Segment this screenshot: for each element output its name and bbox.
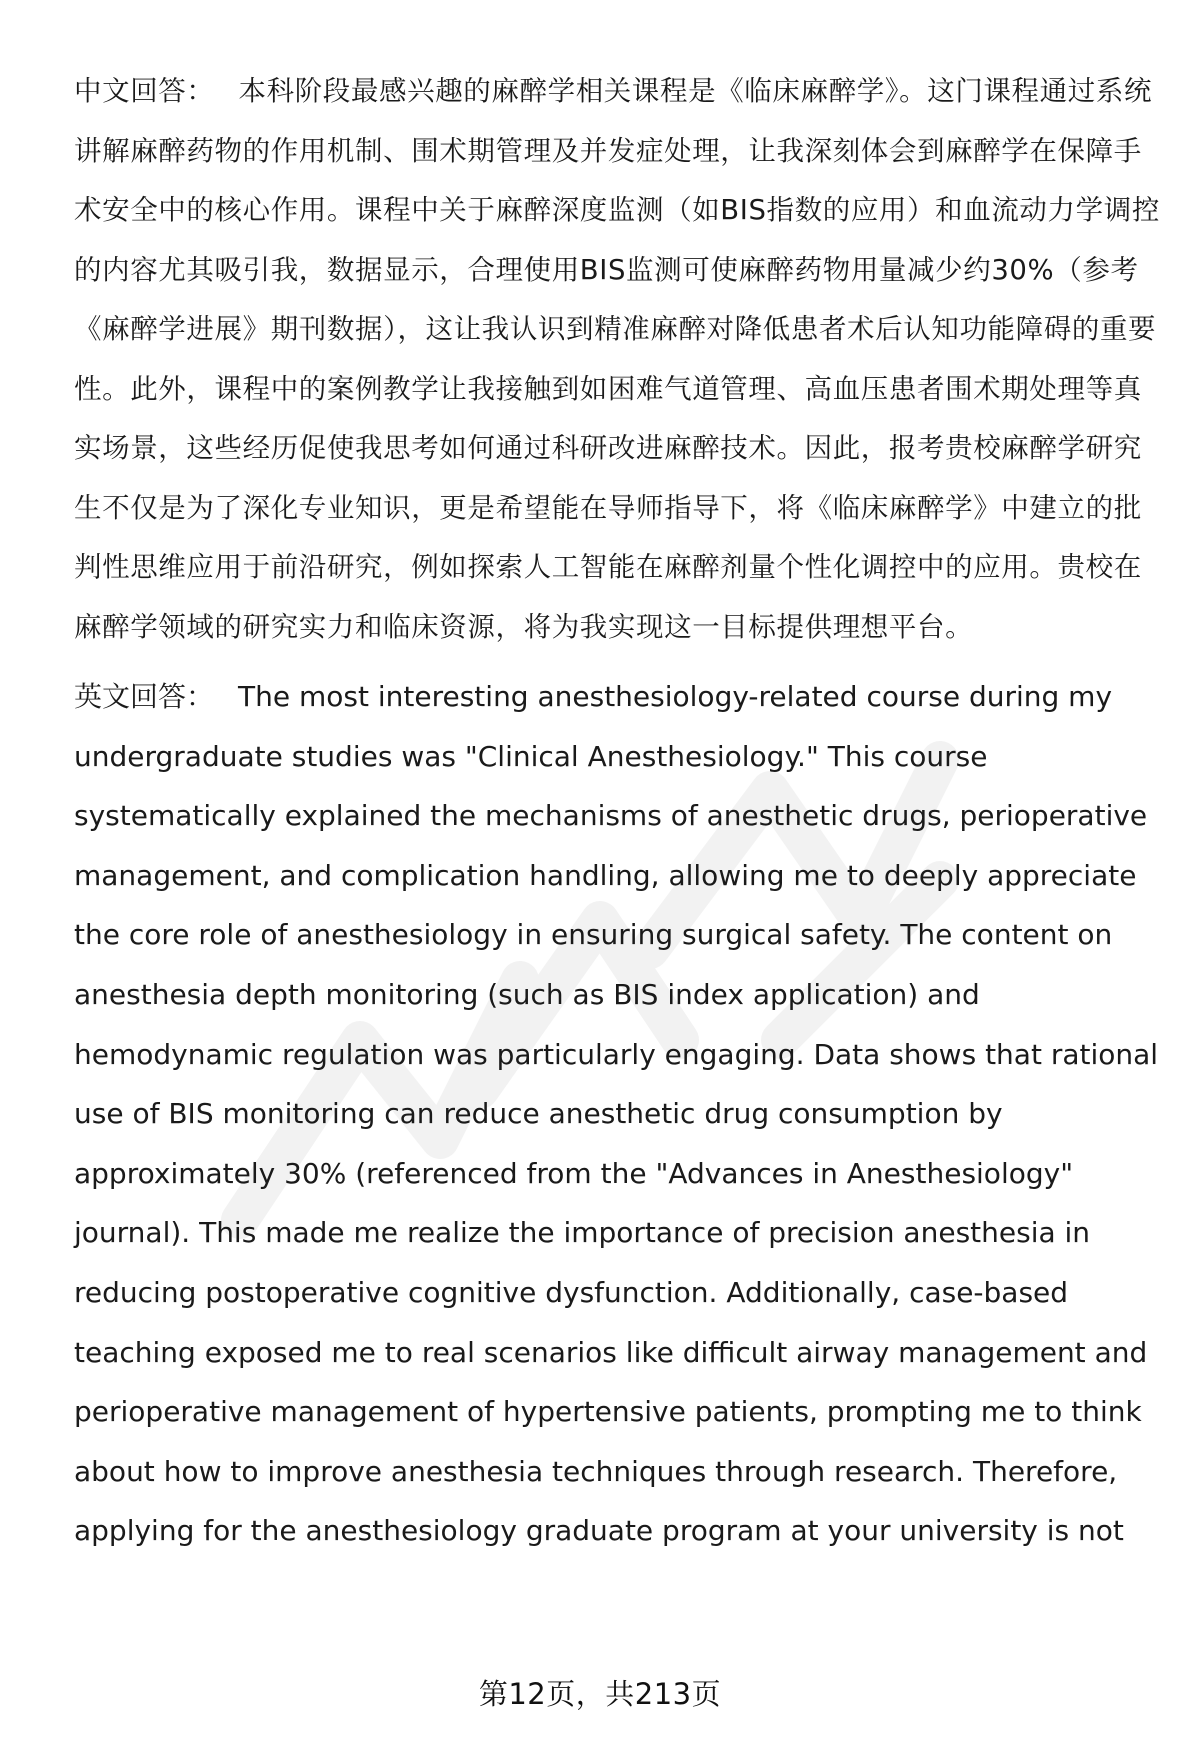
english-answer-label: 英文回答： — [74, 680, 215, 713]
english-answer-paragraph — [74, 667, 1160, 1561]
page-number-footer: 第12页，共213页 — [478, 1677, 722, 1711]
chinese-answer-paragraph — [74, 62, 1160, 657]
english-answer-text: The most interesting anesthesiology-related course during my undergraduate studies was "Clinical Anesthesiology." This course systematically explained the mechanisms of anesthetic drugs, perioperative management, and complication handling, allowing me to deeply appreciate the core role of anesthesiology in ensuring surgical safety. The content on anesthesia depth monitoring (such as BIS index application) and hemodynamic regulation was particularly engaging. Data shows that rational use of BIS monitoring can reduce anesthetic drug consumption by approximately 30% (referenced from the "Advances in Anesthesiology" journal). This made me realize the importance of precision anesthesia in reducing postoperative cognitive dysfunction. Additionally, case-based teaching exposed me to real scenarios like difficult airway management and perioperative management of hypertensive patients, prompting me to think about how to improve anesthesia techniques through research. Therefore, applying for the anesthesiology graduate program at your university is not — [74, 680, 1159, 1548]
chinese-answer-text: 本科阶段最感兴趣的麻醉学相关课程是《临床麻醉学》。这门课程通过系统讲解麻醉药物的作用机制、围术期管理及并发症处理，让我深刻体会到麻醉学在保障手术安全中的核心作用。课程中关于麻醉深度监测（如BIS指数的应用）和血流动力学调控的内容尤其吸引我，数据显示，合理使用BIS监测可使麻醉药物用量减少约30%（参考《麻醉学进展》期刊数据），这让我认识到精准麻醉对降低患者术后认知功能障碍的重要性。此外，课程中的案例教学让我接触到如困难气道管理、高血压患者围术期处理等真实场景，这些经历促使我思考如何通过科研改进麻醉技术。因此，报考贵校麻醉学研究生不仅是为了深化专业知识，更是希望能在导师指导下，将《临床麻醉学》中建立的批判性思维应用于前沿研究，例如探索人工智能在麻醉剂量个性化调控中的应用。贵校在麻醉学领域的研究实力和临床资源，将为我实现这一目标提供理想平台。 — [74, 75, 1160, 643]
chinese-answer-label: 中文回答： — [74, 75, 215, 107]
document-page — [74, 62, 1160, 1561]
